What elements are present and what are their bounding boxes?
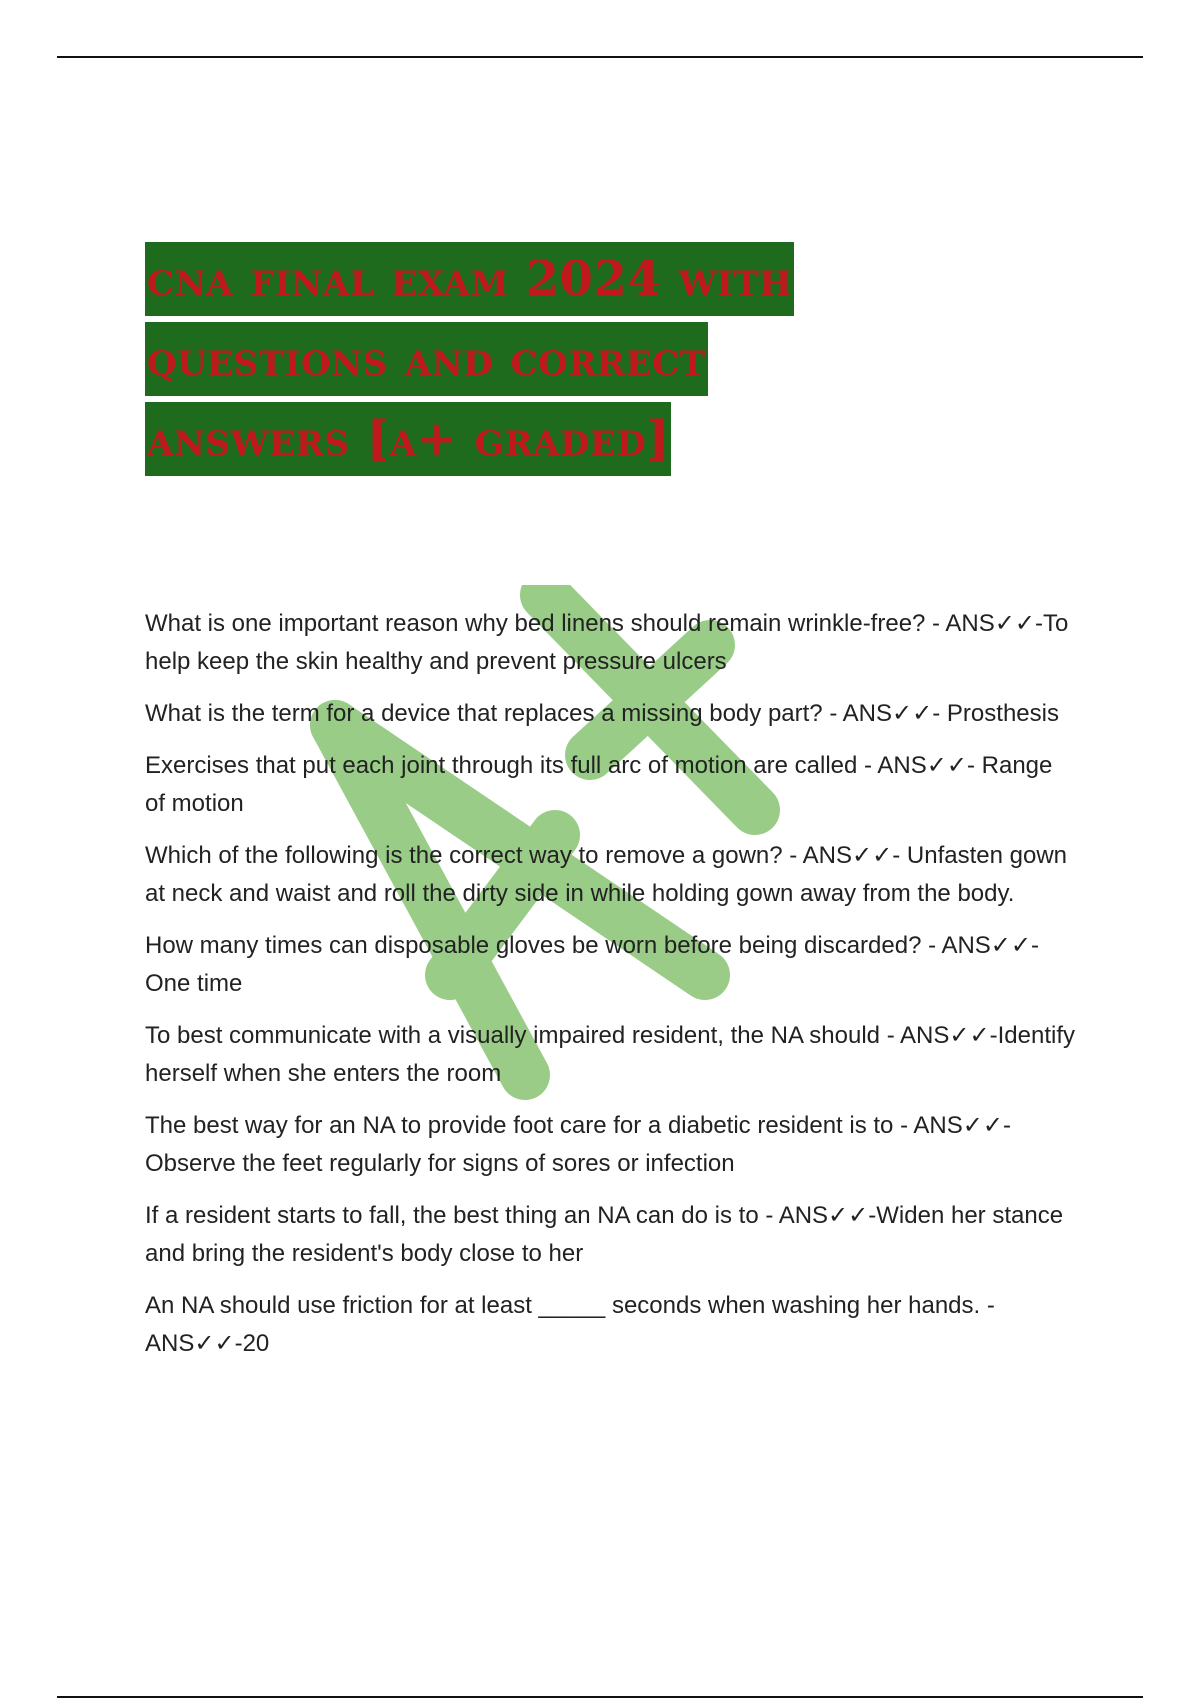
- question-text: What is one important reason why bed linens should remain wrinkle-free?: [145, 610, 926, 637]
- title-line-3: answers [a+ graded]: [145, 402, 671, 476]
- answer-text: Observe the feet regularly for signs of sores or infection: [145, 1150, 735, 1177]
- question-text: An NA should use friction for at least _____ seconds when washing her hands.: [145, 1292, 981, 1319]
- header-rule: [57, 56, 1143, 58]
- answer-marker: ANS✓✓: [145, 1330, 235, 1357]
- question-text: Exercises that put each joint through its full arc of motion are called: [145, 752, 858, 779]
- answer-marker: ANS✓✓: [842, 700, 933, 727]
- qa-list: [145, 605, 1075, 1377]
- qa-item-9: An NA should use friction for at least _____ seconds when washing her hands. - ANS✓✓-20: [145, 1292, 995, 1357]
- answer-text: Prosthesis: [946, 700, 1059, 727]
- answer-marker: ANS✓✓: [802, 842, 893, 869]
- qa-item-7: The best way for an NA to provide foot care for a diabetic resident is to - ANS✓✓-Observe the feet regularly for signs of sores or infection: [145, 1112, 1011, 1177]
- question-text: To best communicate with a visually impaired resident, the NA should: [145, 1022, 881, 1049]
- title-line-2: questions and correct: [145, 322, 708, 396]
- answer-text: 20: [242, 1330, 270, 1357]
- answer-text: To help keep the skin healthy and prevent pressure ulcers: [145, 610, 1069, 675]
- question-text: How many times can disposable gloves be worn before being discarded?: [145, 932, 922, 959]
- answer-text: Unfasten gown at neck and waist and roll the dirty side in while holding gown away from the body.: [145, 842, 1068, 907]
- answer-marker: ANS✓✓: [778, 1202, 869, 1229]
- answer-marker: ANS✓✓: [900, 1022, 990, 1049]
- qa-item-5: How many times can disposable gloves be worn before being discarded? - ANS✓✓-One time: [145, 932, 1040, 997]
- qa-item-4: Which of the following is the correct way to remove a gown? - ANS✓✓- Unfasten gown at neck and waist and roll the dirty side in while holding gown away from the body.: [145, 842, 1068, 907]
- answer-text: Widen her stance and bring the resident's body close to her: [145, 1202, 1064, 1267]
- qa-item-1: What is one important reason why bed linens should remain wrinkle-free? - ANS✓✓-To help keep the skin healthy and prevent pressure ulcers: [145, 610, 1069, 675]
- question-text: The best way for an NA to provide foot care for a diabetic resident is to: [145, 1112, 894, 1139]
- question-text: Which of the following is the correct way to remove a gown?: [145, 842, 783, 869]
- title-line-1: cna final exam 2024 with: [145, 242, 794, 316]
- answer-text: One time: [145, 970, 243, 997]
- document-title: [145, 242, 794, 482]
- answer-text: Range of motion: [145, 752, 1053, 817]
- qa-item-3: Exercises that put each joint through its full arc of motion are called - ANS✓✓- Range of motion: [145, 752, 1053, 817]
- answer-marker: ANS✓✓: [913, 1112, 1003, 1139]
- question-text: What is the term for a device that replaces a missing body part?: [145, 700, 823, 727]
- answer-marker: ANS✓✓: [941, 932, 1032, 959]
- answer-text: Identify herself when she enters the room: [145, 1022, 1076, 1087]
- answer-marker: ANS✓✓: [945, 610, 1035, 637]
- answer-marker: ANS✓✓: [877, 752, 967, 779]
- qa-item-8: If a resident starts to fall, the best thing an NA can do is to - ANS✓✓-Widen her stance and bring the resident's body close to her: [145, 1202, 1064, 1267]
- qa-item-2: What is the term for a device that replaces a missing body part? - ANS✓✓- Prosthesis: [145, 700, 1059, 727]
- qa-item-6: To best communicate with a visually impaired resident, the NA should - ANS✓✓-Identify herself when she enters the room: [145, 1022, 1076, 1087]
- question-text: If a resident starts to fall, the best thing an NA can do is to: [145, 1202, 759, 1229]
- footer-rule: [57, 1696, 1143, 1698]
